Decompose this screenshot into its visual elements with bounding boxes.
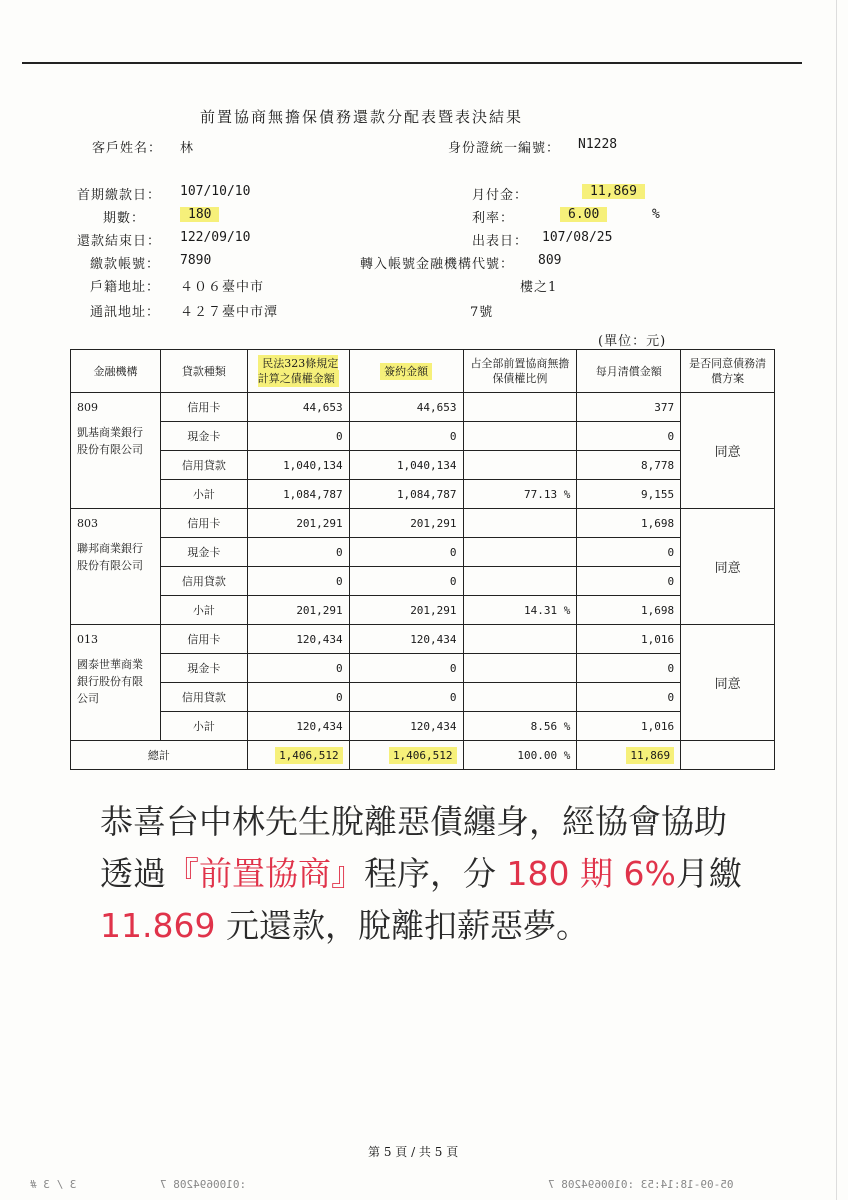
monthly-payment-value: 11,869 — [582, 184, 645, 199]
account-label: 繳款帳號： — [90, 257, 161, 272]
bank-code-value: 809 — [538, 253, 562, 268]
bank-code-label: 轉入帳號金融機構代號： — [360, 257, 515, 272]
end-date-value: 122/09/10 — [180, 230, 251, 245]
first-payment-label: 首期繳款日： — [77, 188, 162, 203]
contract-amount: 201,291 — [349, 596, 463, 625]
monthly-payment-label: 月付金： — [472, 188, 529, 203]
top-rule — [22, 62, 802, 64]
table-header-row — [71, 350, 775, 393]
ratio — [463, 422, 577, 451]
ratio — [463, 451, 577, 480]
monthly-amount: 0 — [577, 654, 681, 683]
household-address-tail: 樓之1 — [520, 280, 558, 295]
monthly-amount: 1,698 — [577, 596, 681, 625]
table-body — [71, 393, 775, 741]
banner-line-2: 透過『前置協商』程序，分 180 期 6%月繳 — [100, 854, 742, 893]
ratio — [463, 509, 577, 538]
table-row — [71, 712, 775, 741]
bank-cell — [71, 393, 161, 509]
total-contract: 1,406,512 — [349, 741, 463, 770]
loan-type: 小計 — [160, 712, 247, 741]
periods-label: 期數： — [103, 211, 146, 226]
interest-rate-label: 利率： — [472, 211, 515, 226]
bank-code: 803 — [77, 517, 98, 530]
customer-name: 林 — [180, 141, 195, 156]
contract-amount: 0 — [349, 422, 463, 451]
ratio: 77.13 % — [463, 480, 577, 509]
monthly-amount: 0 — [577, 422, 681, 451]
mailing-address-value: ４２７臺中市潭 — [180, 305, 279, 320]
monthly-amount: 0 — [577, 567, 681, 596]
fax-mark-right: 05-09-18:14:53 :0100694208 7 — [548, 1178, 734, 1191]
id-value: N1228 — [578, 137, 618, 152]
loan-type: 現金卡 — [160, 538, 247, 567]
loan-type: 信用卡 — [160, 393, 247, 422]
fax-mark-mid: :0100694208 7 — [160, 1178, 247, 1191]
header-claim-amount: 民法323條規定計算之債權金額 — [247, 350, 349, 393]
agree-status: 同意 — [681, 625, 775, 741]
total-ratio: 100.00 % — [463, 741, 577, 770]
household-address-value: ４０６臺中市 — [180, 280, 265, 295]
interest-rate-unit: % — [652, 207, 660, 222]
unit-note: (單位：元) — [598, 334, 667, 349]
contract-amount: 120,434 — [349, 712, 463, 741]
claim-amount: 120,434 — [247, 712, 349, 741]
id-label: 身份證統一編號： — [448, 141, 561, 156]
monthly-amount: 0 — [577, 683, 681, 712]
first-payment-value: 107/10/10 — [180, 184, 251, 199]
table-row — [71, 596, 775, 625]
allocation-table — [70, 349, 775, 770]
contract-amount: 201,291 — [349, 509, 463, 538]
account-value: 7890 — [180, 253, 212, 268]
contract-amount: 0 — [349, 538, 463, 567]
agree-status: 同意 — [681, 509, 775, 625]
claim-amount: 120,434 — [247, 625, 349, 654]
total-agree-empty — [681, 741, 775, 770]
bank-cell — [71, 625, 161, 741]
bank-name: 國泰世華商業銀行股份有限公司 — [77, 658, 143, 705]
table-row — [71, 451, 775, 480]
header-loan-type: 貸款種類 — [160, 350, 247, 393]
monthly-amount: 1,016 — [577, 712, 681, 741]
monthly-amount: 8,778 — [577, 451, 681, 480]
loan-type: 現金卡 — [160, 654, 247, 683]
contract-amount: 120,434 — [349, 625, 463, 654]
congrats-banner — [100, 796, 800, 952]
bank-name: 凱基商業銀行股份有限公司 — [77, 426, 143, 456]
page-edge — [836, 0, 837, 1200]
interest-rate-value: 6.00 — [560, 207, 607, 222]
table-row — [71, 538, 775, 567]
header-monthly: 每月清償金額 — [577, 350, 681, 393]
table-row — [71, 509, 775, 538]
loan-type: 信用卡 — [160, 509, 247, 538]
claim-amount: 201,291 — [247, 509, 349, 538]
contract-amount: 44,653 — [349, 393, 463, 422]
mailing-address-tail: 7號 — [470, 305, 494, 320]
contract-amount: 1,084,787 — [349, 480, 463, 509]
bank-cell — [71, 509, 161, 625]
document-title: 前置協商無擔保債務還款分配表暨表決結果 — [200, 108, 524, 126]
ratio: 8.56 % — [463, 712, 577, 741]
ratio — [463, 625, 577, 654]
table-row — [71, 567, 775, 596]
claim-amount: 0 — [247, 654, 349, 683]
table-row — [71, 393, 775, 422]
total-claim: 1,406,512 — [247, 741, 349, 770]
table-row — [71, 683, 775, 712]
claim-amount: 1,040,134 — [247, 451, 349, 480]
contract-amount: 0 — [349, 654, 463, 683]
monthly-amount: 1,016 — [577, 625, 681, 654]
bank-code: 809 — [77, 401, 98, 414]
loan-type: 現金卡 — [160, 422, 247, 451]
ratio — [463, 683, 577, 712]
claim-amount: 0 — [247, 683, 349, 712]
table-row — [71, 625, 775, 654]
loan-type: 信用貸款 — [160, 683, 247, 712]
monthly-amount: 9,155 — [577, 480, 681, 509]
ratio — [463, 538, 577, 567]
total-label: 總計 — [71, 741, 248, 770]
contract-amount: 1,040,134 — [349, 451, 463, 480]
claim-amount: 44,653 — [247, 393, 349, 422]
ratio — [463, 654, 577, 683]
total-monthly: 11,869 — [577, 741, 681, 770]
claim-amount: 201,291 — [247, 596, 349, 625]
ratio — [463, 393, 577, 422]
header-institution: 金融機構 — [71, 350, 161, 393]
loan-type: 信用貸款 — [160, 567, 247, 596]
agree-status: 同意 — [681, 393, 775, 509]
total-row — [71, 741, 775, 770]
claim-amount: 0 — [247, 538, 349, 567]
ratio — [463, 567, 577, 596]
banner-line-3: 11.869 元還款，脫離扣薪惡夢。 — [100, 906, 589, 945]
contract-amount: 0 — [349, 567, 463, 596]
issue-date-value: 107/08/25 — [542, 230, 613, 245]
monthly-amount: 377 — [577, 393, 681, 422]
header-agree: 是否同意債務清償方案 — [681, 350, 775, 393]
claim-amount: 0 — [247, 422, 349, 451]
bank-name: 聯邦商業銀行股份有限公司 — [77, 542, 143, 572]
bank-code: 013 — [77, 633, 98, 646]
monthly-amount: 0 — [577, 538, 681, 567]
claim-amount: 0 — [247, 567, 349, 596]
contract-amount: 0 — [349, 683, 463, 712]
header-ratio: 占全部前置協商無擔保債權比例 — [463, 350, 577, 393]
fax-mark-left: 3 / 3 # — [30, 1178, 77, 1191]
customer-label: 客戶姓名： — [92, 141, 163, 156]
monthly-amount: 1,698 — [577, 509, 681, 538]
banner-line-1: 恭喜台中林先生脫離惡債纏身，經協會協助 — [100, 802, 727, 841]
claim-amount: 1,084,787 — [247, 480, 349, 509]
page-number: 第 5 頁 / 共 5 頁 — [368, 1145, 459, 1159]
table-row — [71, 654, 775, 683]
issue-date-label: 出表日： — [472, 234, 529, 249]
household-address-label: 戶籍地址： — [90, 280, 161, 295]
loan-type: 小計 — [160, 480, 247, 509]
table-row — [71, 422, 775, 451]
periods-value: 180 — [180, 207, 219, 222]
loan-type: 信用卡 — [160, 625, 247, 654]
mailing-address-label: 通訊地址： — [90, 305, 161, 320]
table-row — [71, 480, 775, 509]
loan-type: 信用貸款 — [160, 451, 247, 480]
ratio: 14.31 % — [463, 596, 577, 625]
header-contract-amount: 簽約金額 — [349, 350, 463, 393]
end-date-label: 還款結束日： — [77, 234, 162, 249]
loan-type: 小計 — [160, 596, 247, 625]
